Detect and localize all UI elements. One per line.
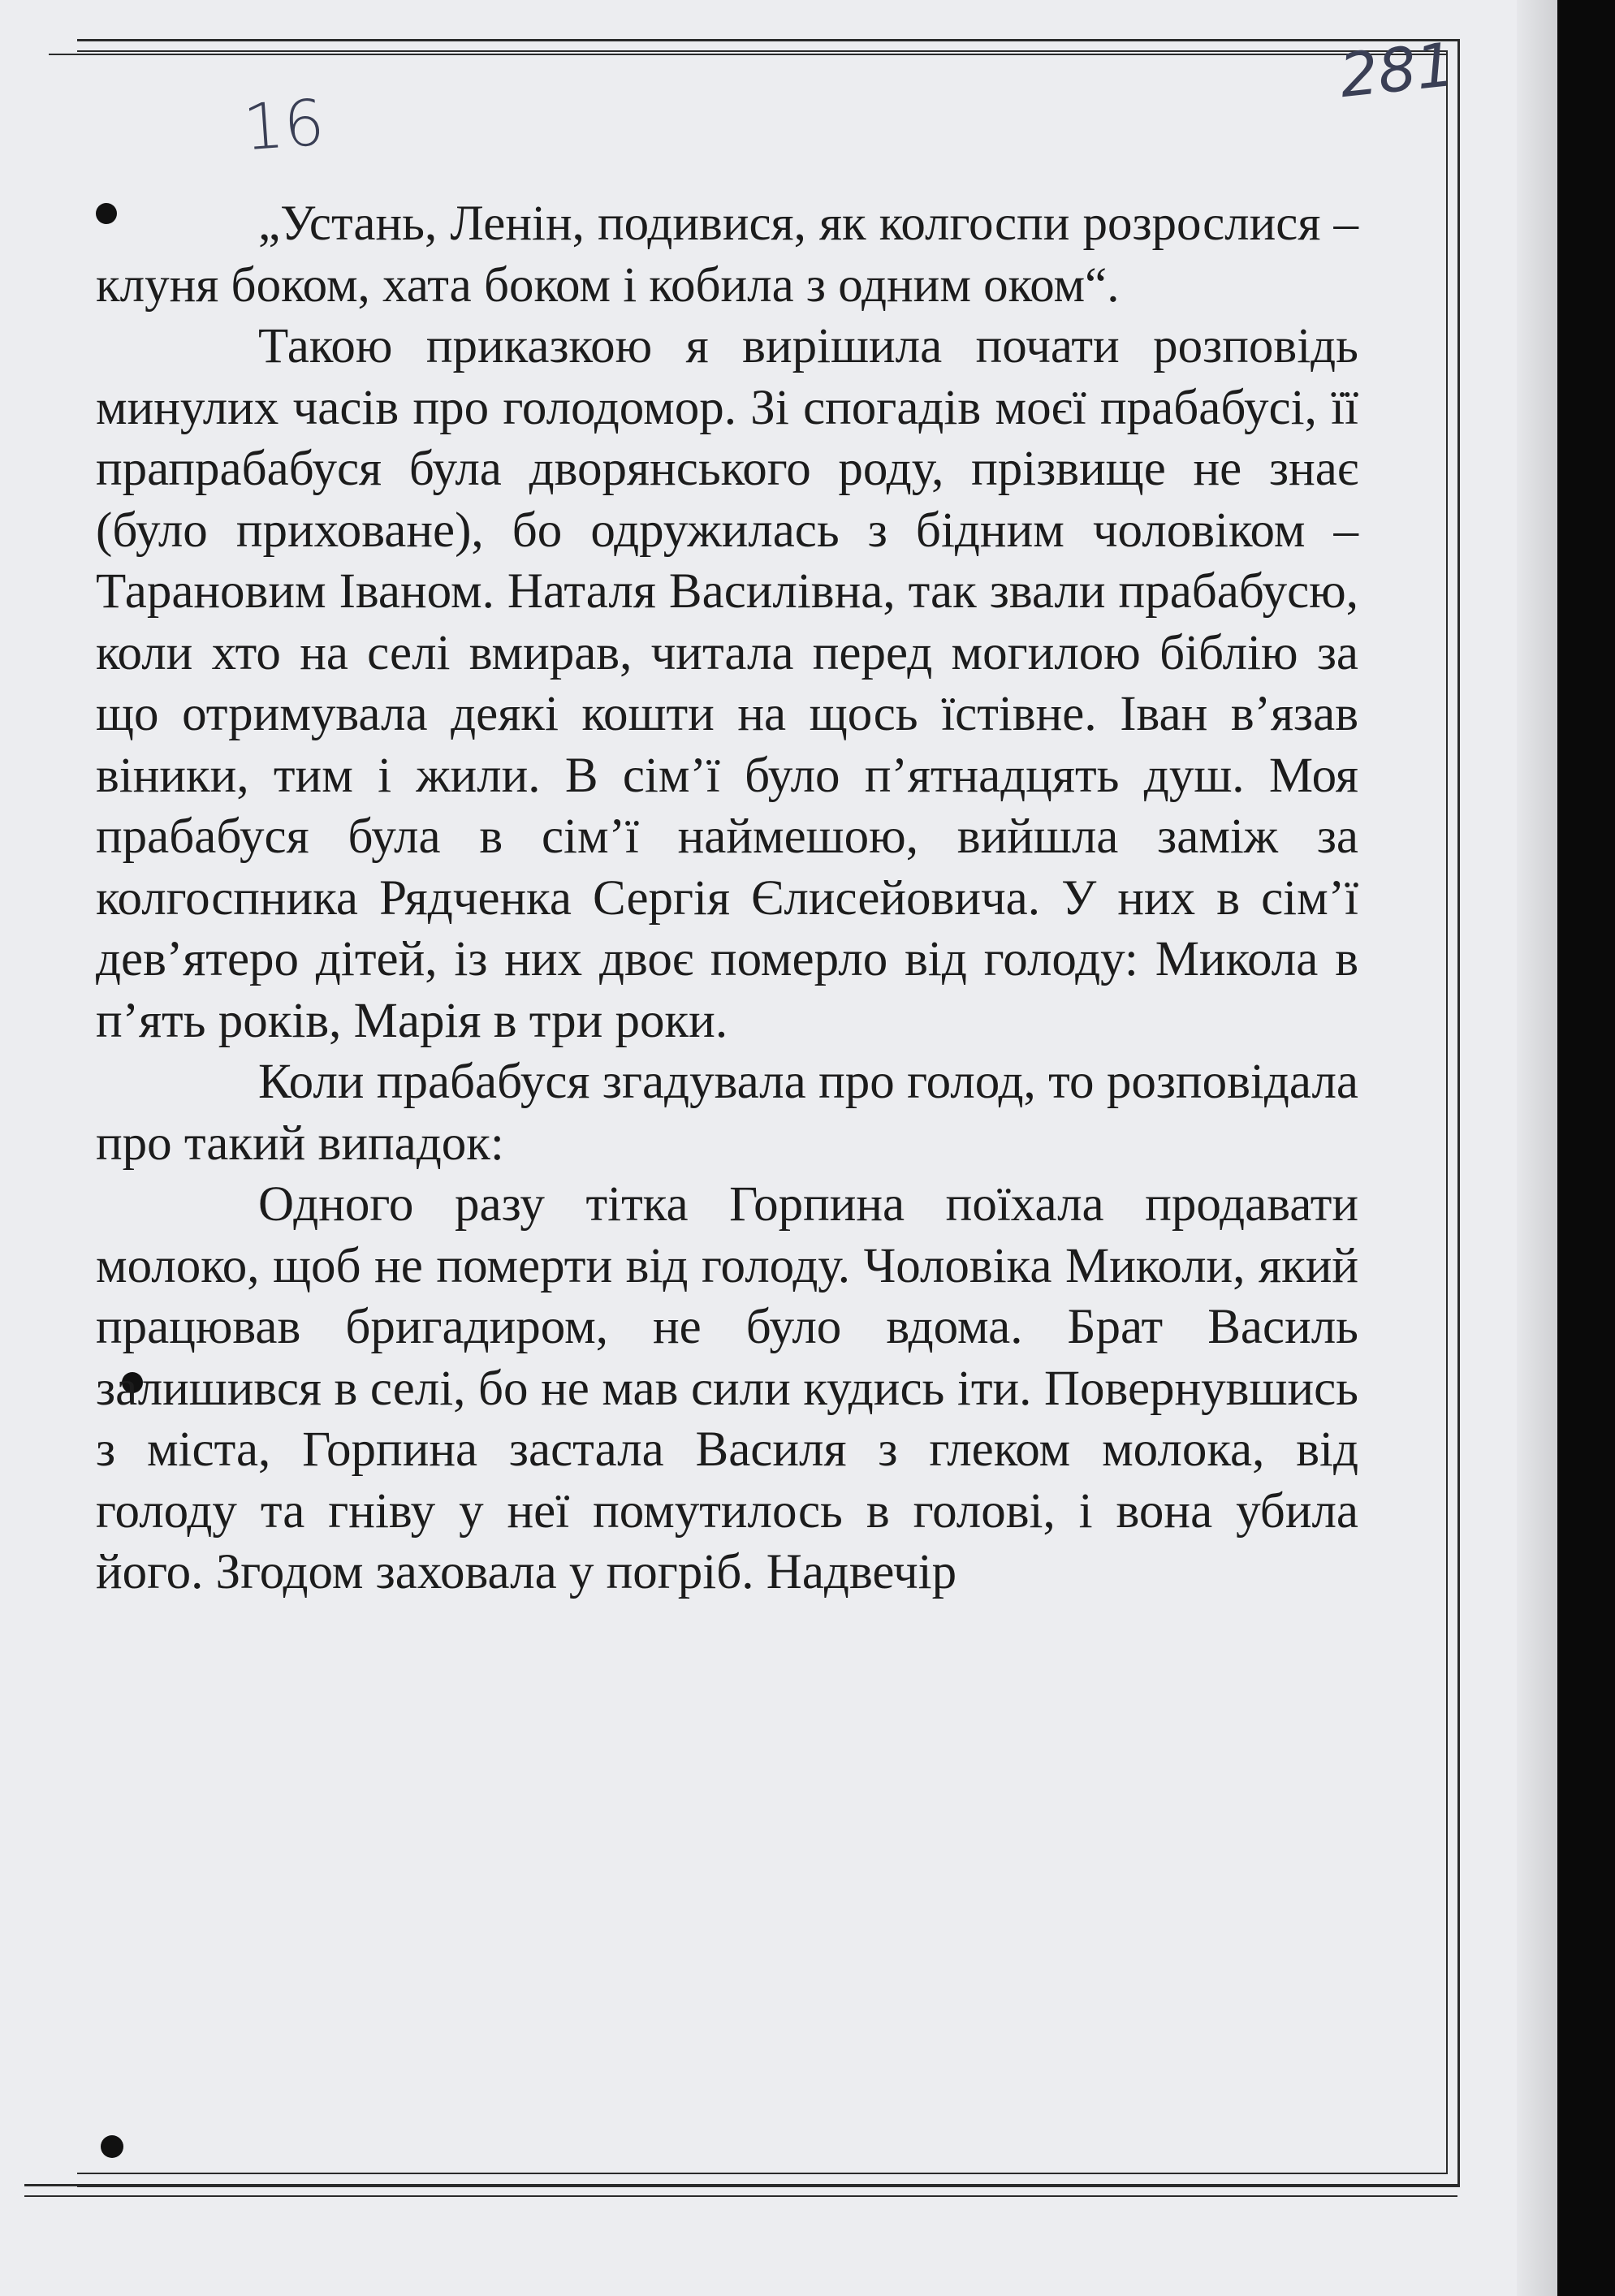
frame-bottom-rule-inner [24,2195,1457,2197]
page-edge-strip [1517,0,1557,2296]
handwritten-page-number: 281 [1336,29,1458,112]
handwritten-margin-note: 16 [240,86,327,166]
punch-hole-bottom [101,2135,123,2158]
paragraph-horpyna-story: Одного разу тітка Горпина поїхала продавати молоко, щоб не померти від голоду. Чоловіка Миколи, який працював бригадиром, не було вдома. Брат Василь залишився в селі, бо не мав сили кудись іти. Повернувшись з міста, Горпина застала Василя з глеком молока, від голоду та гніву у неї помутилось в голові, і вона убила його. Згодом заховала у погріб. Надвечір [96,1177,1358,1599]
body-text [96,193,1358,1603]
frame-bottom-rule [24,2184,1457,2186]
paragraph-proverb: „Устань, Ленін, подивися, як колгоспи розрослися – клуня боком, хата боком і кобила з одним оком“. [96,196,1358,313]
paragraph-recollection-intro: Коли прабабуся згадувала про голод, то розповідала про такий випадок: [96,1055,1358,1171]
paragraph-family-history: Такою приказкою я вирішила почати розповідь минулих часів про голодомор. Зі спогадів моєї прабабусі, її прапрабабуся була дворянського роду, прізвище не знає (було приховане), бо одружилась з бідним чоловіком – Тарановим Іваном. Наталя Василівна, так звали прабабусю, коли хто на селі вмирав, читала перед могилою біблію за що отримувала деякі кошти на щось їстівне. Іван в’язав віники, тим і жили. В сім’ї було п’ятнадцять душ. Моя прабабуся була в сім’ї наймешою, вийшла заміж за колгоспника Рядченка Сергія Єлисейовича. У них в сім’ї дев’ятеро дітей, із них двоє померло від голоду: Микола в п’ять років, Марія в три роки. [96,319,1358,1048]
